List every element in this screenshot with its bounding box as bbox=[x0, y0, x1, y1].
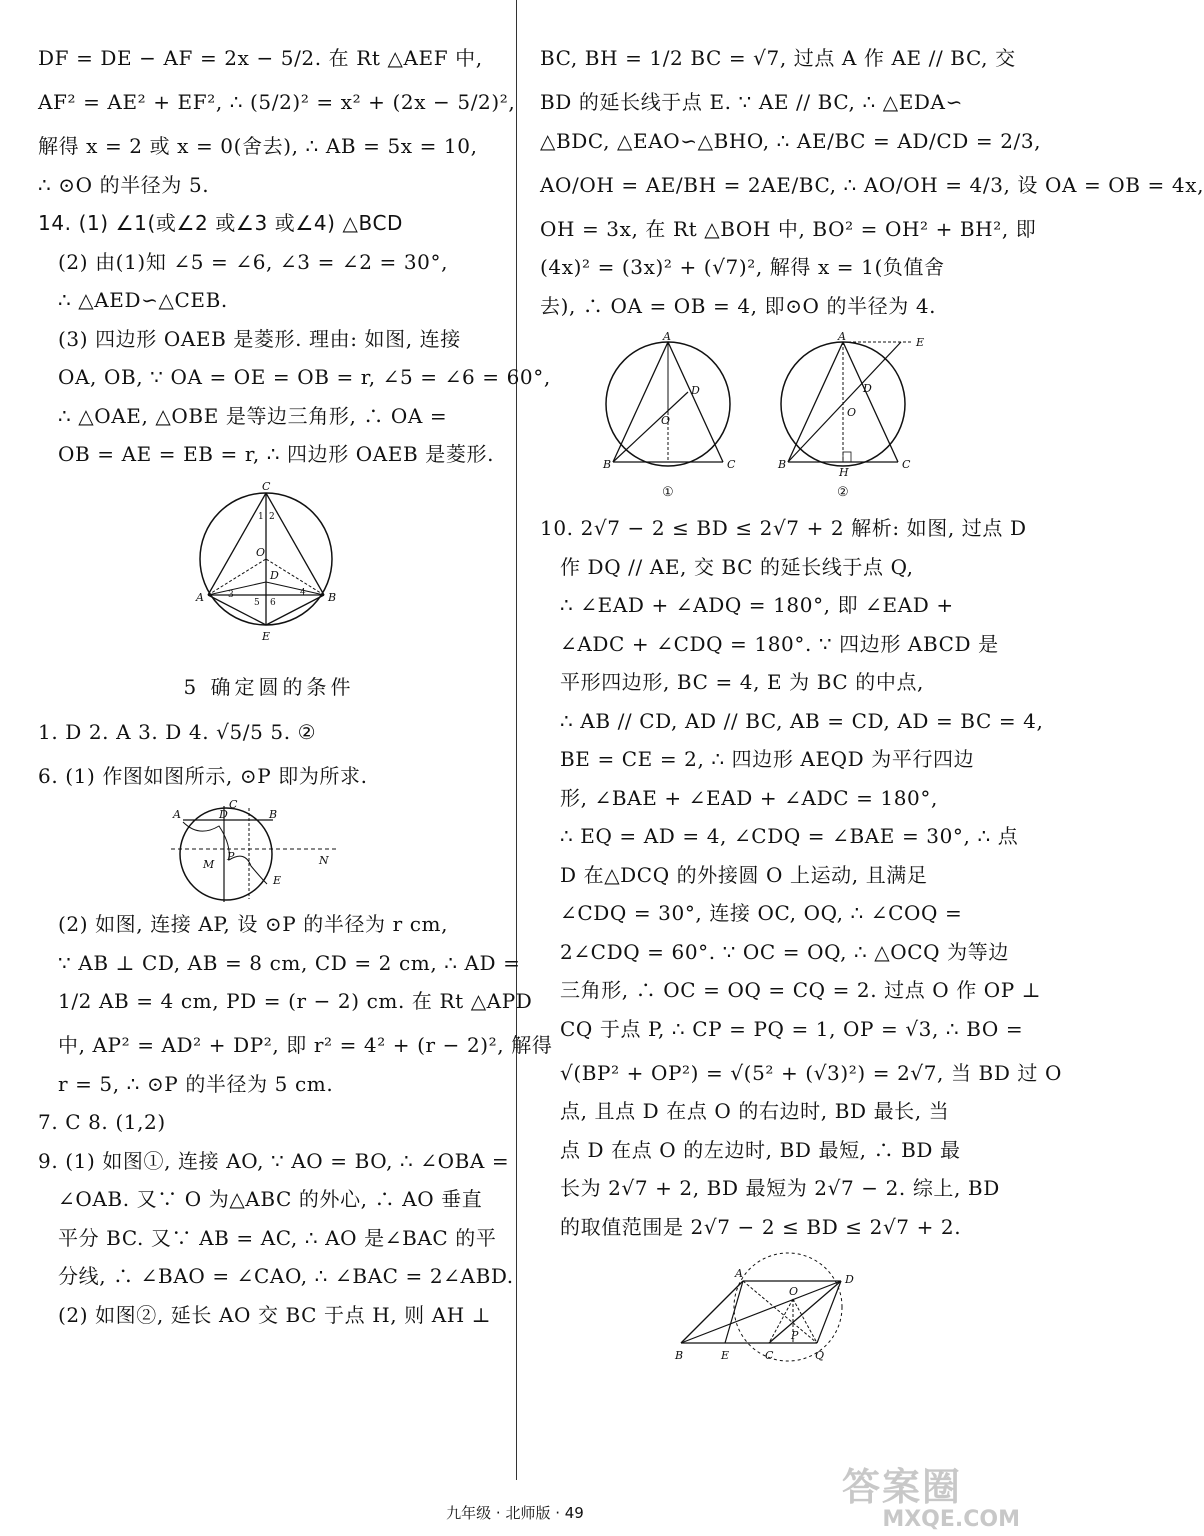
svg-text:O: O bbox=[660, 414, 670, 427]
text-line: 点, 且点 D 在点 O 的右边时, BD 最长, 当 bbox=[560, 1099, 950, 1123]
text-line: BD 的延长线于点 E. ∵ AE // BC, ∴ △EDA∽ bbox=[540, 90, 963, 114]
text-line: ∴ EQ = AD = 4, ∠CDQ = ∠BAE = 30°, ∴ 点 bbox=[560, 824, 1019, 848]
column-divider bbox=[516, 0, 517, 1480]
svg-text:H: H bbox=[838, 466, 849, 479]
svg-text:O: O bbox=[788, 1285, 798, 1298]
figure-1 bbox=[602, 330, 736, 500]
text-line: (4x)² = (3x)² + (√7)², 解得 x = 1(负值舍 bbox=[540, 255, 945, 279]
text-line: 平形四边形, BC = 4, E 为 BC 的中点, bbox=[560, 670, 924, 694]
text-line: 解得 x = 2 或 x = 0(舍去), ∴ AB = 5x = 10, bbox=[38, 134, 478, 158]
svg-text:D: D bbox=[690, 384, 700, 397]
svg-text:B: B bbox=[328, 590, 337, 604]
svg-text:O: O bbox=[256, 545, 266, 559]
text-line: 去), ∴ OA = OB = 4, 即⊙O 的半径为 4. bbox=[540, 293, 937, 318]
figure-2 bbox=[777, 330, 924, 500]
svg-text:A: A bbox=[837, 330, 846, 343]
text-line: ∴ △OAE, △OBE 是等边三角形, ∴ OA = bbox=[58, 403, 448, 428]
watermark-site: MXQE.COM bbox=[882, 1507, 1020, 1532]
svg-text:C: C bbox=[726, 458, 735, 471]
text-line: ∠OAB. 又∵ O 为△ABC 的外心, ∴ AO 垂直 bbox=[58, 1187, 483, 1211]
svg-text:2: 2 bbox=[269, 511, 275, 522]
svg-text:A: A bbox=[734, 1267, 743, 1280]
text-line: (2) 如图②, 延长 AO 交 BC 于点 H, 则 AH ⊥ bbox=[58, 1302, 492, 1327]
svg-text:B: B bbox=[602, 458, 611, 471]
svg-text:D: D bbox=[219, 808, 228, 821]
answers-7-8: 7. C 8. (1,2) bbox=[38, 1110, 166, 1134]
text-line: ∠CDQ = 30°, 连接 OC, OQ, ∴ ∠COQ = bbox=[560, 901, 963, 925]
section-title: 5 确定圆的条件 bbox=[183, 674, 355, 699]
svg-text:Q: Q bbox=[814, 1349, 824, 1362]
svg-text:D: D bbox=[270, 568, 279, 582]
svg-text:D: D bbox=[862, 382, 872, 395]
parallelogram-figure bbox=[673, 1255, 873, 1365]
question-9: 9. (1) 如图①, 连接 AO, ∵ AO = BO, ∴ ∠OBA = bbox=[38, 1148, 510, 1173]
text-line: ∴ ∠EAD + ∠ADQ = 180°, 即 ∠EAD + bbox=[560, 593, 954, 617]
circle-figures-1-2 bbox=[583, 330, 963, 504]
text-line: 点 D 在点 O 的左边时, BD 最短, ∴ BD 最 bbox=[560, 1137, 961, 1162]
svg-text:E: E bbox=[720, 1349, 729, 1362]
svg-text:5: 5 bbox=[254, 597, 260, 608]
svg-text:C: C bbox=[901, 458, 910, 471]
svg-text:B: B bbox=[777, 458, 786, 471]
text-line: OA, OB, ∵ OA = OE = OB = r, ∠5 = ∠6 = 60°, bbox=[58, 365, 551, 389]
right-column bbox=[540, 46, 1204, 1365]
text-line: 中, AP² = AD² + DP², 即 r² = 4² + (r − 2)², 解得 bbox=[58, 1033, 553, 1057]
text-line: 作 DQ // AE, 交 BC 的延长线于点 Q, bbox=[560, 554, 914, 579]
circle-construction-figure bbox=[169, 798, 369, 914]
text-line: 分线, ∴ ∠BAO = ∠CAO, ∴ ∠BAC = 2∠ABD. bbox=[58, 1264, 514, 1288]
text-line: AO/OH = AE/BH = 2AE/BC, ∴ AO/OH = 4/3, 设 OA = OB = 4x, bbox=[540, 172, 1204, 197]
text-line: √(BP² + OP²) = √(5² + (√3)²) = 2√7, 当 BD 过 O bbox=[560, 1060, 1062, 1085]
text-line: ∴ △AED∽△CEB. bbox=[58, 288, 228, 312]
question-10: 10. 2√7 − 2 ≤ BD ≤ 2√7 + 2 解析: 如图, 过点 D bbox=[540, 516, 1027, 540]
svg-text:C: C bbox=[229, 798, 238, 811]
watermark-logo: 答案圈 bbox=[842, 1465, 963, 1509]
svg-text:O: O bbox=[846, 406, 856, 419]
figure-2-label: ② bbox=[836, 485, 849, 500]
text-line: 形, ∠BAE + ∠EAD + ∠ADC = 180°, bbox=[560, 785, 938, 810]
rhombus-circle-figure bbox=[184, 479, 354, 653]
text-line: △BDC, △EAO∽△BHO, ∴ AE/BC = AD/CD = 2/3, bbox=[540, 128, 1042, 153]
svg-text:P: P bbox=[790, 1329, 798, 1342]
text-line: D 在△DCQ 的外接圆 O 上运动, 且满足 bbox=[560, 862, 928, 887]
text-line: 长为 2√7 + 2, BD 最短为 2√7 − 2. 综上, BD bbox=[560, 1176, 1000, 1200]
text-line: OH = 3x, 在 Rt △BOH 中, BO² = OH² + BH², 即 bbox=[540, 216, 1037, 241]
svg-text:4: 4 bbox=[300, 587, 306, 598]
text-line: BE = CE = 2, ∴ 四边形 AEQD 为平行四边 bbox=[560, 747, 975, 771]
svg-text:D: D bbox=[844, 1273, 854, 1286]
svg-text:C: C bbox=[262, 479, 271, 493]
text-line: 2∠CDQ = 60°. ∵ OC = OQ, ∴ △OCQ 为等边 bbox=[560, 939, 1009, 964]
svg-text:B: B bbox=[674, 1349, 683, 1362]
svg-text:N: N bbox=[319, 854, 329, 867]
svg-text:A: A bbox=[173, 808, 181, 821]
text-line: ∵ AB ⊥ CD, AB = 8 cm, CD = 2 cm, ∴ AD = bbox=[58, 950, 521, 975]
text-line: ∴ ⊙O 的半径为 5. bbox=[38, 172, 210, 197]
svg-text:6: 6 bbox=[270, 597, 276, 608]
question-14: 14. (1) ∠1(或∠2 或∠3 或∠4) △BCD bbox=[38, 211, 404, 235]
svg-text:P: P bbox=[227, 850, 235, 863]
page-footer: 九年级 · 北师版 · 49 bbox=[446, 1504, 584, 1522]
text-line: ∴ AB // CD, AD // BC, AB = CD, AD = BC = 4, bbox=[560, 708, 1044, 733]
text-line: 1/2 AB = 4 cm, PD = (r − 2) cm. 在 Rt △APD bbox=[58, 989, 533, 1013]
svg-text:E: E bbox=[273, 874, 282, 887]
text-line: BC, BH = 1/2 BC = √7, 过点 A 作 AE // BC, 交 bbox=[540, 46, 1016, 70]
svg-text:C: C bbox=[764, 1349, 773, 1362]
text-line: 的取值范围是 2√7 − 2 ≤ BD ≤ 2√7 + 2. bbox=[560, 1214, 962, 1239]
svg-text:3: 3 bbox=[228, 589, 234, 600]
text-line: 平分 BC. 又∵ AB = AC, ∴ AO 是∠BAC 的平 bbox=[58, 1225, 497, 1250]
text-line: OB = AE = EB = r, ∴ 四边形 OAEB 是菱形. bbox=[58, 442, 495, 466]
left-column bbox=[38, 46, 553, 1343]
text-line: CQ 于点 P, ∴ CP = PQ = 1, OP = √3, ∴ BO = bbox=[560, 1016, 1024, 1041]
svg-text:M: M bbox=[203, 858, 215, 871]
text-line: DF = DE − AF = 2x − 5/2. 在 Rt △AEF 中, bbox=[38, 46, 483, 70]
answers-1-5: 1. D 2. A 3. D 4. √5/5 5. ② bbox=[38, 719, 317, 744]
question-6: 6. (1) 作图如图所示, ⊙P 即为所求. bbox=[38, 763, 368, 788]
text-line: (2) 由(1)知 ∠5 = ∠6, ∠3 = ∠2 = 30°, bbox=[58, 249, 449, 274]
svg-text:B: B bbox=[269, 808, 278, 821]
text-line: (3) 四边形 OAEB 是菱形. 理由: 如图, 连接 bbox=[58, 326, 461, 351]
svg-text:E: E bbox=[915, 336, 924, 349]
text-line: r = 5, ∴ ⊙P 的半径为 5 cm. bbox=[58, 1071, 334, 1096]
text-line: 三角形, ∴ OC = OQ = CQ = 2. 过点 O 作 OP ⊥ bbox=[560, 978, 1042, 1002]
text-line: (2) 如图, 连接 AP, 设 ⊙P 的半径为 r cm, bbox=[58, 912, 449, 936]
figure-1-label: ① bbox=[661, 485, 674, 500]
svg-text:A: A bbox=[662, 330, 671, 343]
svg-text:A: A bbox=[196, 590, 204, 604]
svg-text:1: 1 bbox=[258, 511, 264, 522]
svg-text:E: E bbox=[262, 629, 271, 643]
text-line: ∠ADC + ∠CDQ = 180°. ∵ 四边形 ABCD 是 bbox=[560, 631, 999, 656]
text-line: AF² = AE² + EF², ∴ (5/2)² = x² + (2x − 5/2)², bbox=[38, 90, 516, 114]
watermark bbox=[842, 1456, 1020, 1532]
